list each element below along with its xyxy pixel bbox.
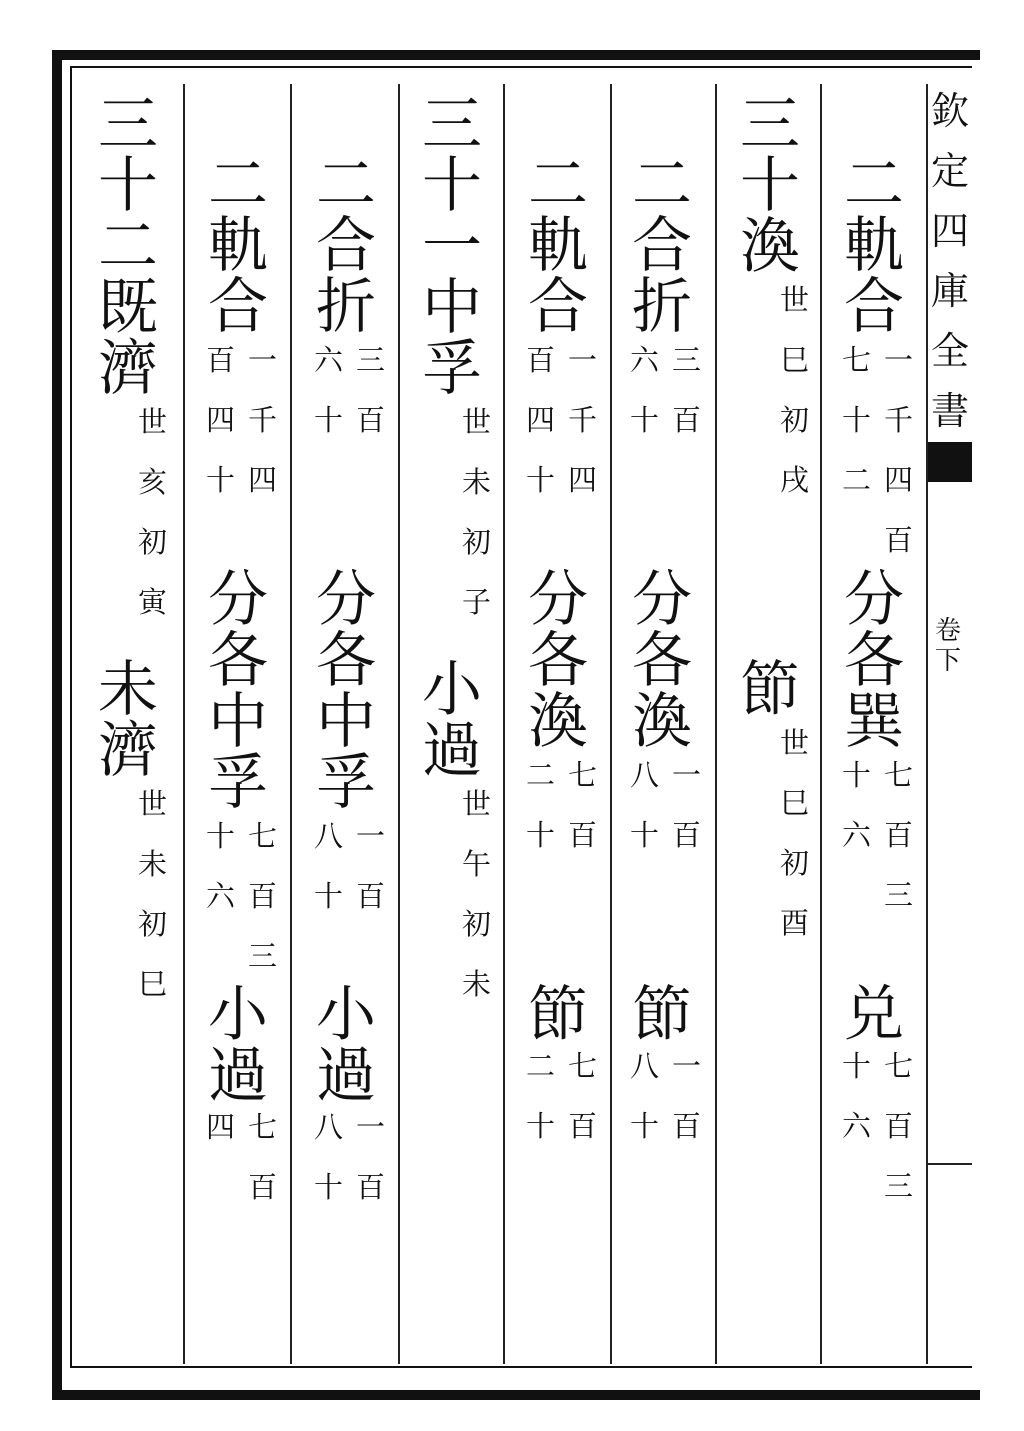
column-heading: 二 合 折 [316, 150, 376, 342]
column-term: 分 各 渙 [528, 565, 588, 757]
annotation: 一 千 四 百 [884, 343, 914, 557]
column-heading: 二 軌 合 [844, 150, 904, 342]
column-heading: 二 軌 合 [528, 150, 588, 342]
annotation: 世 巳 初 酉 [780, 726, 810, 940]
annotation: 十 六 [206, 819, 236, 913]
column-rule [398, 84, 400, 1364]
annotation: 百 四 十 [526, 343, 556, 497]
column-term: 分 各 渙 [632, 565, 692, 757]
annotation: 七 百 [248, 1110, 278, 1204]
margin-divider [928, 1163, 972, 1165]
annotation: 一 百 [672, 758, 702, 852]
column-heading: 三 十 一 中 孚 [422, 90, 482, 404]
annotation: 一 百 [356, 819, 386, 913]
annotation: 七 百 [568, 1049, 598, 1143]
annotation: 八 十 [630, 1049, 660, 1143]
column-rule [820, 84, 822, 1364]
annotation: 七 百 三 [884, 1049, 914, 1203]
annotation: 世 亥 初 寅 [138, 405, 168, 619]
annotation: 一 千 四 [248, 343, 278, 497]
column-term: 小 過 [422, 655, 482, 786]
annotation: 七 百 三 [884, 758, 914, 912]
annotation: 二 十 [526, 758, 556, 852]
annotation: 七 十 二 [842, 343, 872, 497]
column-term: 節 [740, 655, 800, 725]
column-rule [715, 84, 717, 1364]
annotation: 百 四 十 [206, 343, 236, 497]
column-rule [610, 84, 612, 1364]
column-term: 分 各 巽 [844, 565, 904, 757]
annotation: 三 百 [672, 343, 702, 437]
column-heading: 三 十 二 既 濟 [98, 90, 158, 404]
column-heading: 三 十 渙 [740, 90, 800, 282]
annotation: 八 十 [630, 758, 660, 852]
fishtail-mark [928, 442, 972, 482]
annotation: 一 百 [672, 1049, 702, 1143]
annotation: 世 巳 初 戌 [780, 283, 810, 497]
column-term: 小 過 [208, 980, 268, 1111]
annotation: 八 十 [314, 819, 344, 913]
column-term: 未 濟 [98, 655, 158, 786]
annotation: 三 百 [356, 343, 386, 437]
volume-label: 卷 下 [935, 616, 962, 676]
annotation: 六 十 [630, 343, 660, 437]
annotation: 世 未 初 子 [462, 405, 492, 619]
annotation: 七 百 三 [248, 819, 278, 973]
column-rule [503, 84, 505, 1364]
annotation: 一 百 [356, 1110, 386, 1204]
annotation: 二 十 [526, 1049, 556, 1143]
column-term: 節 [632, 980, 692, 1050]
column-heading: 二 合 折 [632, 150, 692, 342]
margin-title: 欽 定 四 庫 全 書 [930, 89, 969, 433]
annotation: 世 未 初 巳 [138, 787, 168, 1001]
column-term: 兑 [844, 980, 904, 1050]
annotation: 世 午 初 未 [462, 787, 492, 1001]
column-term: 分 各 中 孚 [208, 565, 268, 818]
column-rule [290, 84, 292, 1364]
annotation: 四 [206, 1110, 236, 1144]
annotation: 十 六 [842, 1049, 872, 1143]
column-term: 小 過 [316, 980, 376, 1111]
annotation: 七 百 [568, 758, 598, 852]
annotation: 八 十 [314, 1110, 344, 1204]
column-term: 分 各 中 孚 [316, 565, 376, 818]
column-rule [183, 84, 185, 1364]
column-heading: 二 軌 合 [208, 150, 268, 342]
annotation: 一 千 四 [568, 343, 598, 497]
annotation: 六 十 [314, 343, 344, 437]
column-term: 節 [528, 980, 588, 1050]
annotation: 十 六 [842, 758, 872, 852]
